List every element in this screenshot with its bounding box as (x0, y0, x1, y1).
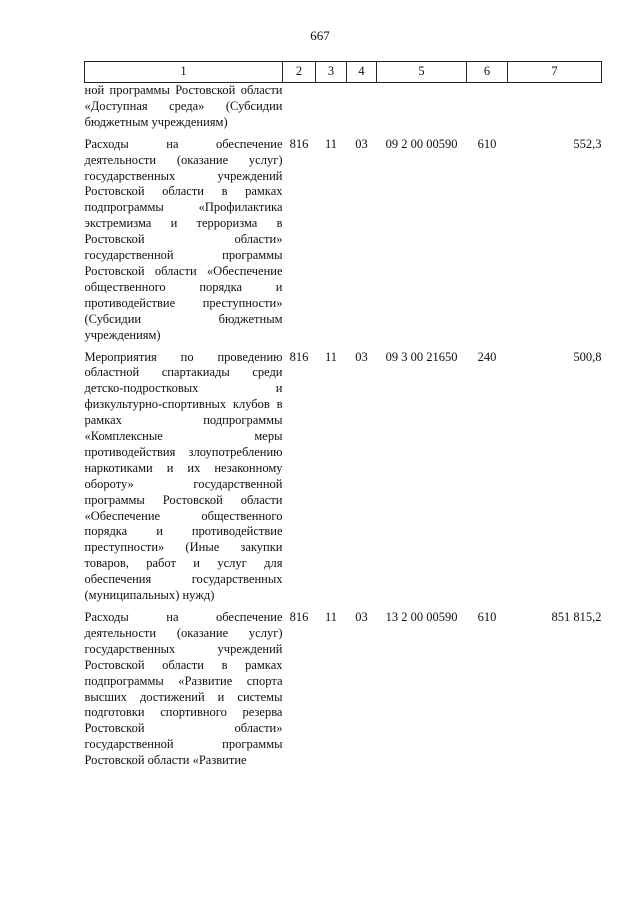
page-number: 667 (310, 28, 330, 43)
row-target-code: 13 2 00 00590 (385, 610, 458, 624)
row-expense-type: 610 (477, 610, 497, 624)
row-ministry-code: 816 (289, 610, 309, 624)
row-expense-type: 240 (477, 349, 497, 364)
row-section-code: 11 (324, 349, 338, 364)
row-subsection-code: 03 (355, 136, 368, 151)
row-subsection-code (347, 83, 377, 131)
column-header-5: 5 (377, 62, 467, 83)
row-subsection-code: 03 (355, 349, 368, 364)
column-header-4: 4 (347, 62, 377, 83)
row-expense-type: 610 (477, 136, 497, 151)
row-description: Расходы на обеспечение деятельности (оказание услуг) государственных учреждений Ростовской области в рамках подпрограммы «Развитие спорта высших достижений и системы подготовки спортивного резерва Ростовской области» государственной программы Ростовской области «Развитие (84, 610, 283, 768)
column-header-1: 1 (85, 62, 283, 83)
row-amount: 851 815,2 (551, 610, 602, 624)
row-section-code: 11 (324, 610, 338, 624)
table-row (85, 83, 602, 131)
row-description: ной программы Ростовской области «Доступная среда» (Субсидии бюджетным учреждениям) (84, 83, 283, 129)
row-amount: 500,8 (573, 349, 602, 364)
row-target-code (377, 83, 467, 131)
table-row (85, 604, 602, 769)
row-ministry-code: 816 (289, 349, 309, 364)
column-header-2: 2 (283, 62, 316, 83)
column-header-3: 3 (316, 62, 347, 83)
row-target-code: 09 2 00 00590 (385, 136, 458, 151)
row-description: Мероприятия по проведению областной спартакиады среди детско-подростковых и физкультурно-спортивных клубов в рамках подпрограммы «Комплексные меры противодействия злоупотреблению наркотиками и их незаконному обороту» государственной программы Ростовской области «Обеспечение общественного порядка и противодействие преступности» (Иные закупки товаров, работ и услуг для обеспечения государственных (муниципальных) нужд) (84, 349, 283, 603)
table-body (85, 83, 602, 770)
row-amount: 552,3 (573, 136, 602, 151)
budget-table (84, 61, 602, 769)
column-header-6: 6 (467, 62, 508, 83)
table-row (85, 344, 602, 605)
row-description: Расходы на обеспечение деятельности (оказание услуг) государственных учреждений Ростовской области в рамках подпрограммы «Профилактика экстремизма и терроризма в Ростовской области» государственной программы Ростовской области «Обеспечение общественного порядка и противодействие преступности» (Субсидии бюджетным учреждениям) (84, 136, 283, 342)
header-row (85, 62, 602, 83)
row-expense-type (467, 83, 508, 131)
row-ministry-code (283, 83, 316, 131)
row-section-code (316, 83, 347, 131)
column-header-7: 7 (508, 62, 602, 83)
row-section-code: 11 (324, 136, 338, 151)
table-row (85, 131, 602, 344)
row-ministry-code: 816 (289, 136, 309, 151)
row-subsection-code: 03 (355, 610, 368, 624)
table-header (85, 62, 602, 83)
row-target-code: 09 3 00 21650 (385, 349, 458, 364)
row-amount (508, 83, 602, 131)
